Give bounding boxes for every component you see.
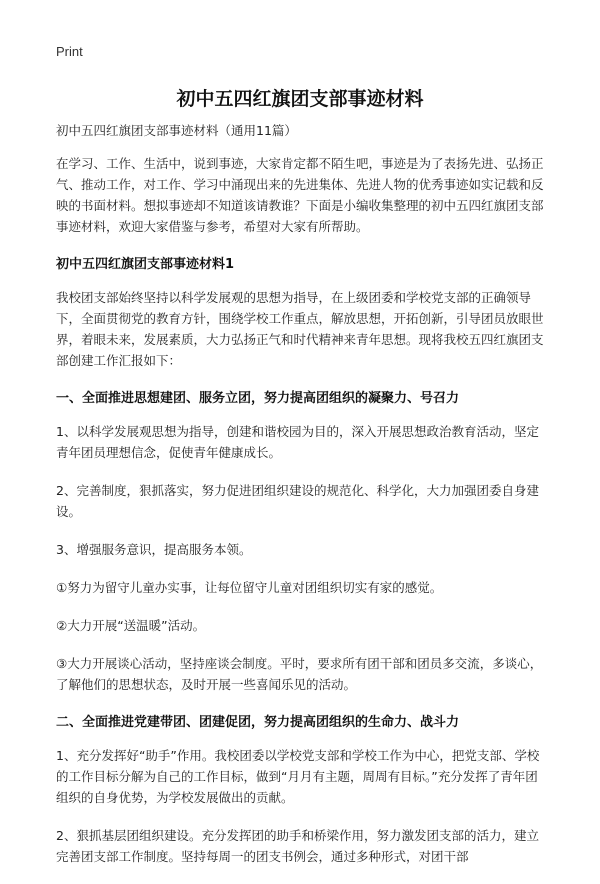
section-1-paragraph-4: ①努力为留守儿童办实事，让每位留守儿童对团组织切实有家的感觉。 (56, 580, 443, 595)
section-2-heading: 二、全面推进党建带团、团建促团，努力提高团组织的生命力、战斗力 (56, 715, 460, 730)
print-link[interactable]: Print (56, 44, 83, 59)
section-1-paragraph-2: 2、完善制度，狠抓落实，努力促进团组织建设的规范化、科学化，大力加强团委自身建设。 (56, 483, 539, 519)
section-1-paragraph-3: 3、增强服务意识，提高服务本领。 (56, 542, 252, 557)
section-2-paragraph-1: 1、充分发挥好“助手”作用。我校团委以学校党支部和学校工作为中心，把党支部、学校的工作目标分解为自己的工作目标，做到“月月有主题，周周有目标。”充分发挥了青年团组织的自身优势，为学校发展做出的贡献。 (56, 748, 540, 805)
section-1-paragraph-1: 1、以科学发展观思想为指导，创建和谐校园为目的，深入开展思想政治教育活动，坚定青年团员理想信念，促使青年健康成长。 (56, 424, 539, 460)
material-intro-paragraph: 我校团支部始终坚持以科学发展观的思想为指导，在上级团委和学校党支部的正确领导下，全面贯彻党的教育方针，围绕学校工作重点，解放思想，开拓创新，引导团员放眼世界，着眼未来，发展素质，大力弘扬正气和时代精神来青年思想。现将我校五四红旗团支部创建工作汇报如下： (56, 290, 544, 368)
intro-paragraph: 在学习、工作、生活中，说到事迹，大家肯定都不陌生吧，事迹是为了表扬先进、弘扬正气、推动工作，对工作、学习中涌现出来的先进集体、先进人物的优秀事迹如实记载和反映的书面材料。想拟事迹却不知道该请教谁？下面是小编收集整理的初中五四红旗团支部事迹材料，欢迎大家借鉴与参考，希望对大家有所帮助。 (56, 156, 544, 234)
material-heading: 初中五四红旗团支部事迹材料1 (56, 257, 235, 272)
section-1-heading: 一、全面推进思想建团、服务立团，努力提高团组织的凝聚力、号召力 (56, 391, 460, 406)
document-subtitle: 初中五四红旗团支部事迹材料（通用11篇） (56, 123, 297, 138)
document-body (56, 120, 548, 884)
section-2-paragraph-2: 2、狠抓基层团组织建设。充分发挥团的助手和桥梁作用，努力激发团支部的活力，建立完善团支部工作制度。坚持每周一的团支书例会，通过多种形式，对团干部 (56, 828, 539, 864)
page-title: 初中五四红旗团支部事迹材料 (176, 88, 424, 110)
section-1-paragraph-5: ②大力开展“送温暖”活动。 (56, 618, 206, 633)
section-1-paragraph-6: ③大力开展谈心活动，坚持座谈会制度。平时，要求所有团干部和团员多交流，多谈心，了解他们的思想状态，及时开展一些喜闻乐见的活动。 (56, 656, 543, 692)
